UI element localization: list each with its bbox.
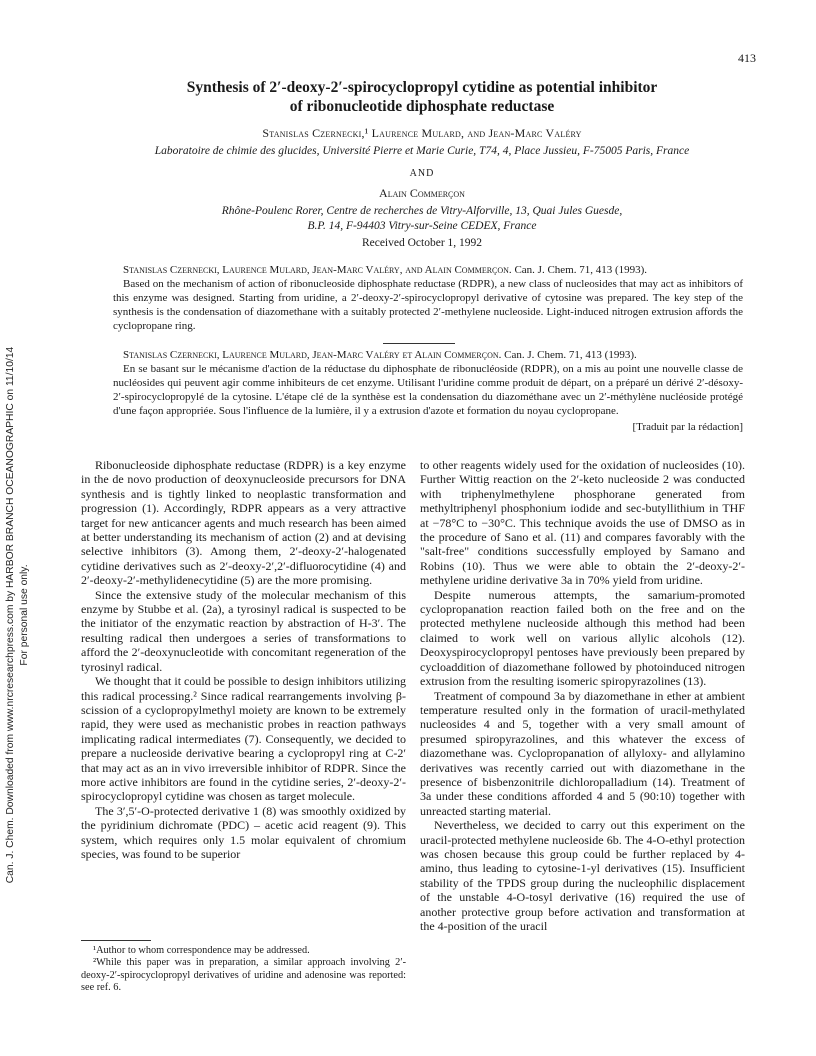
abstract-french	[113, 348, 743, 434]
right-paragraph-4: Nevertheless, we decided to carry out this experiment on the uracil-protected methylene nucleoside 6b. The 4-O-ethyl protection was chosen because this group could be further replaced by 4-amino, thus leading to cytosine-1-yl derivatives (15). Insufficient stability of the TPDS group during the nucleophilic displacement of the unstable 4-O-tosyl derivative (16) required the use of another protective group before activation and transformation at the 4-position of the uracil	[420, 818, 745, 933]
download-side-note	[0, 190, 32, 1040]
footnote-2: ²While this paper was in preparation, a similar approach involving 2′-deoxy-2′-spirocyclopropyl derivatives of uridine and adenosine was reported: see ref. 6.	[81, 957, 406, 994]
right-paragraph-1: to other reagents widely used for the oxidation of nucleosides (10). Further Wittig reaction on the 2′-keto nucleoside 2 was conducted with triphenylmethylene phosphorane generated from methyltriphenyl phosphonium iodide and sec-butyllithium in THF at −78°C to −30°C. This technique avoids the use of DMSO as in the procedure of Sano et al. (11) and compares favorably with the "salt-free" conditions successfully employed by Samano and Robins (10). Thus we were able to obtain the 2′-deoxy-2′-methylene uridine derivative 3a in 70% yield from uridine.	[420, 458, 745, 588]
left-paragraph-4: The 3′,5′-O-protected derivative 1 (8) was smoothly oxidized by the pyridinium dichromate (PDC) – acetic acid reagent (9). This system, which requires only 1.5 molar equivalent of chromium species, was found to be superior	[81, 803, 406, 861]
body-column-left	[81, 458, 406, 861]
footnote-rule	[81, 940, 151, 941]
author-2: Alain Commerçon	[379, 186, 465, 200]
footnote-1: ¹Author to whom correspondence may be addressed.	[93, 945, 310, 956]
abstract-en-authors: Stanislas Czernecki, Laurence Mulard, Jean-Marc Valéry, and Alain Commerçon.	[123, 264, 512, 276]
left-paragraph-2: Since the extensive study of the molecular mechanism of this enzyme by Stubbe et al. (2a), a tyrosinyl radical is suspected to be the initiator of the enzymatic reaction by abstraction of H-3′. The resulting radical then undergoes a series of transformations to afford the 2′-deoxynucleotide with concomitant regeneration of the tyrosinyl radical.	[81, 587, 406, 674]
abstract-english	[113, 263, 743, 333]
right-paragraph-3: Treatment of compound 3a by diazomethane in ether at ambient temperature resulted only in the formation of uracil-methylated nucleosides 4 and 5, together with a very small amount of presumed spiropyrazolines, and this whatever the excess of diazomethane was. Cyclopropanation of allyloxy- and allylamino derivatives was recently carried out with diazomethane in the presence of bisbenzonitrile dichloropalladium (14). Treatment of 3a under these conditions afforded 4 and 5 (90:10) together with unreacted starting material.	[420, 688, 745, 818]
author-separator: AND	[409, 168, 435, 179]
body-column-right	[420, 458, 745, 933]
received-date: Received October 1, 1992	[361, 237, 483, 249]
footnotes	[81, 940, 406, 995]
page-number: 413	[738, 51, 756, 65]
title-line-1: Synthesis of 2′-deoxy-2′-spirocyclopropyl cytidine as potential inhibitor	[186, 79, 658, 96]
side-note-line-2: For personal use only.	[19, 564, 30, 666]
author-list: Stanislas Czernecki,¹ Laurence Mulard, and Jean-Marc Valéry	[262, 126, 582, 140]
abstract-en-text: Based on the mechanism of action of ribonucleoside diphosphate reductase (RDPR), a new class of nucleosides that may act as inhibitors of this enzyme was designed. Starting from uridine, a 2′-deoxy-2′-spirocyclopropyl derivative of cytosine was prepared. The key step of the synthesis is the condensation of diazomethane with a suitably protected 2′-methylene nucleoside. Light-induced nitrogen extrusion affords the cyclopropane ring.	[113, 278, 743, 332]
left-paragraph-3: We thought that it could be possible to design inhibitors utilizing this radical processing.² Since radical rearrangements involving β-scission of a cyclopropylmethyl moiety are known to be extremely rapid, they were used as mechanistic probes in reaction pathways implicating radical intermediates (7). Consequently, we decided to prepare a nucleoside derivative bearing a cyclopropyl ring at C-2′ that may act as an in vivo irreversible inhibitor of RDPR. Since the more active inhibitors are found in the cytidine series, 2′-deoxy-2′-spirocyclopropyl cytidine was chosen as target molecule.	[81, 674, 407, 804]
side-note-line-1: Can. J. Chem. Downloaded from www.nrcresearchpress.com by HARBOR BRANCH OCEANOGRAPHIC on 11/10/14	[5, 346, 16, 884]
right-paragraph-2: Despite numerous attempts, the samarium-promoted cyclopropanation reaction failed both on the free and on the protected methylene nucleoside although this method had been claimed to work well on various allylic alcohols (12). Deoxyspirocyclopropyl pentoses have previously been prepared by cycloaddition of diazomethane followed by photoinduced nitrogen extrusion from the resulting isomeric spiropyrazolines (13).	[420, 587, 745, 689]
title-line-2: of ribonucleotide diphosphate reductase	[289, 98, 555, 115]
affiliation-2	[100, 204, 744, 234]
affiliation-2-line-1: Rhône-Poulenc Rorer, Centre de recherches de Vitry-Alforville, 13, Quai Jules Guesde,	[221, 205, 623, 217]
abstract-fr-authors: Stanislas Czernecki, Laurence Mulard, Jean-Marc Valéry et Alain Commerçon.	[123, 349, 502, 361]
abstract-fr-citation	[113, 348, 743, 362]
left-paragraph-1: Ribonucleoside diphosphate reductase (RDPR) is a key enzyme in the de novo production of deoxynucleoside precursors for DNA synthesis and is tightly linked to neoplastic transformation and progression (1). Accordingly, RDPR appears as a very attractive target for new anticancer agents and much research has been aimed at better understanding its mechanism of action (2) and at devising selective inhibitors (3). Among them, 2′-deoxy-2′-halogenated cytidine derivatives such as 2′-deoxy-2′,2′-difluorocytidine (4) and 2′-deoxy-2′-methylidenecytidine (5) are the more promising.	[81, 458, 406, 588]
abstract-fr-journal: Can. J. Chem. 71, 413 (1993).	[504, 349, 637, 361]
abstract-fr-text: En se basant sur le mécanisme d'action de la réductase du diphosphate de ribonucléoside (RDPR), on a mis au point une nouvelle classe de nucléosides qui peuvent agir comme inhibiteurs de cet enzyme. Utilisant l'uridine comme produit de départ, on a préparé un dérivé 2′-désoxy-2′-spirocyclopropylé de la cytosine. L'étape clé de la synthèse est la condensation du diazométhane avec un 2′-méthylène nucléoside protégé d'une façon appropriée. Sous l'influence de la lumière, il y a extrusion d'azote et formation du noyau cyclopropane.	[113, 363, 743, 417]
abstract-en-citation	[113, 263, 743, 277]
abstract-divider	[383, 343, 455, 344]
abstract-en-journal: Can. J. Chem. 71, 413 (1993).	[514, 264, 648, 276]
translator-note: [Traduit par la rédaction]	[632, 421, 743, 433]
affiliation-1: Laboratoire de chimie des glucides, Université Pierre et Marie Curie, T74, 4, Place Jussieu, F-75005 Paris, France	[154, 145, 690, 157]
article-title	[100, 78, 744, 116]
affiliation-2-line-2: B.P. 14, F-94403 Vitry-sur-Seine CEDEX, France	[307, 220, 537, 232]
